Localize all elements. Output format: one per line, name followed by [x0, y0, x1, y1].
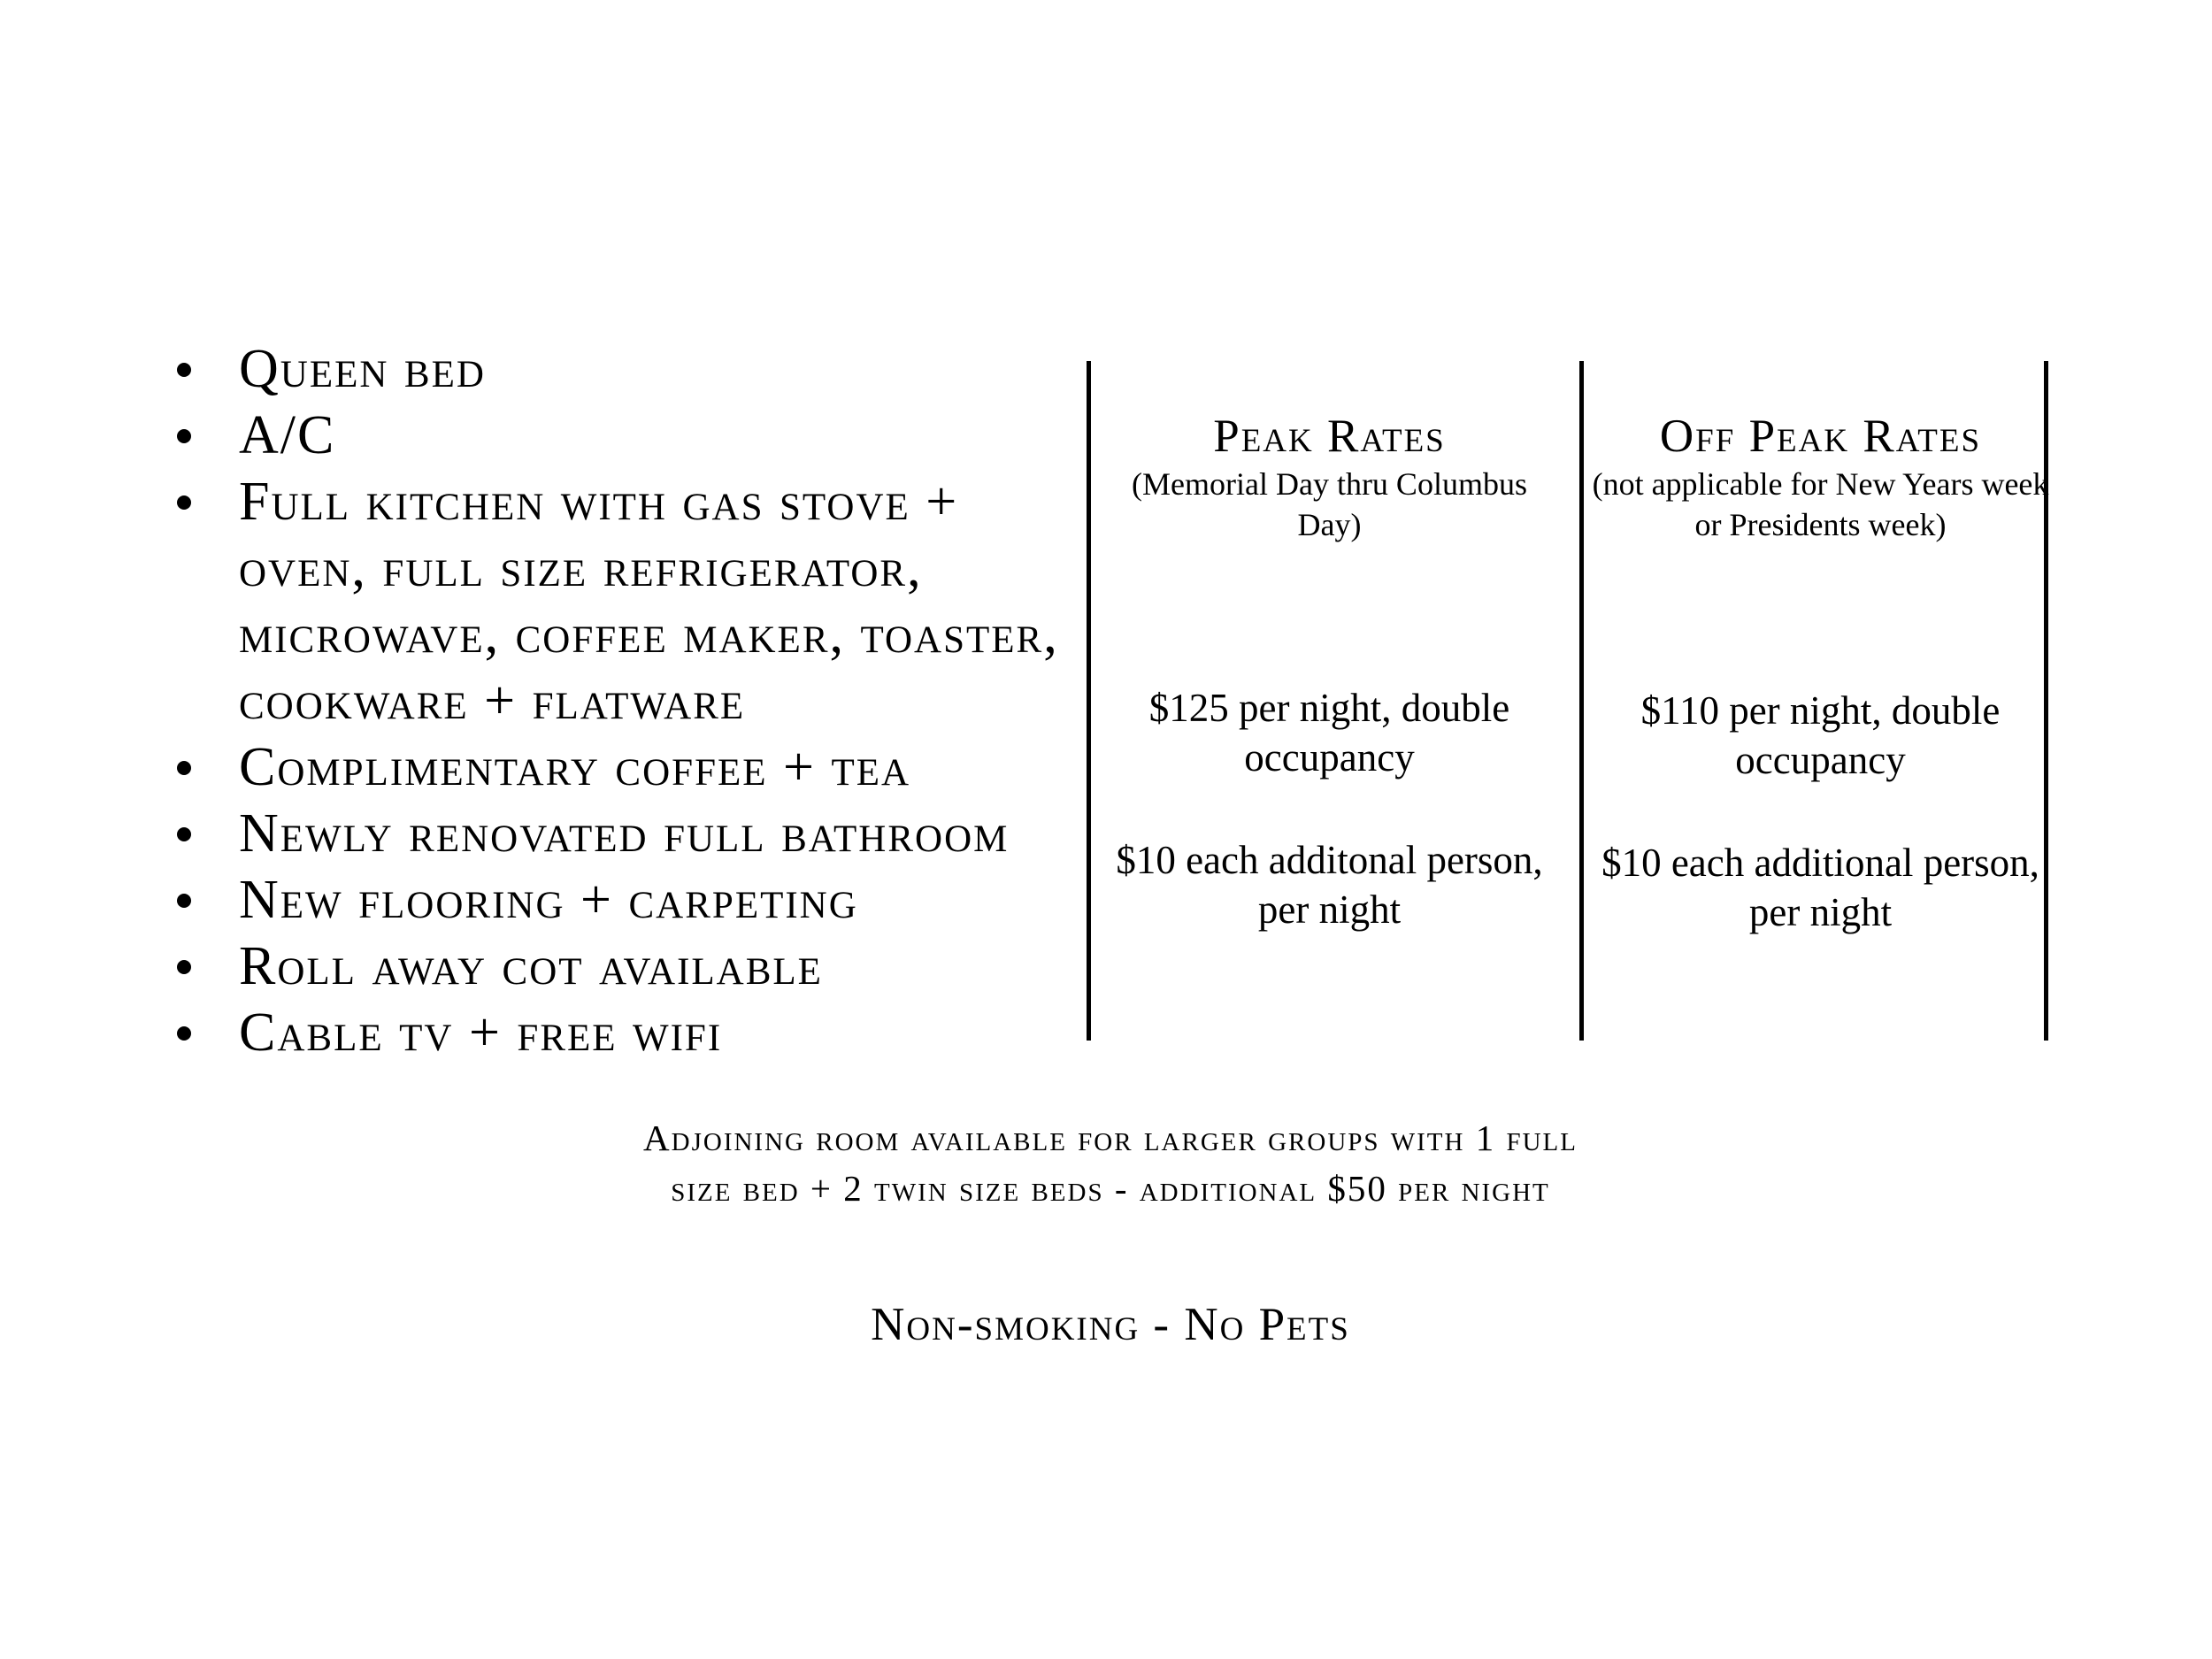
amenity-text: Full kitchen with gas stove + oven, full size refrigerator, microwave, coffee maker, toaster, cookware + flatware	[239, 472, 1059, 731]
peak-rates-subtitle: (Memorial Day thru Columbus Day)	[1132, 466, 1527, 542]
column-divider	[1579, 361, 1584, 1041]
off-peak-rates-title: Off Peak Rates	[1659, 411, 1982, 462]
peak-extra-person-price: $10 each additonal person, per night	[1116, 838, 1543, 932]
amenity-item	[168, 867, 1088, 933]
amenity-item	[168, 801, 1088, 867]
off-peak-rates-subtitle: (not applicable for New Years week or Presidents week)	[1592, 466, 2049, 542]
bullet-icon	[177, 960, 191, 974]
off-peak-rates-column	[1588, 409, 2053, 975]
amenity-item	[168, 734, 1088, 801]
house-policy: Non-smoking - No Pets	[871, 1299, 1350, 1350]
adjoining-room-note: Adjoining room available for larger groups with 1 full size bed + 2 twin size beds - additional $50 per night	[643, 1118, 1578, 1209]
amenity-item	[168, 403, 1088, 469]
amenities-list	[168, 336, 1088, 1066]
amenity-item	[168, 933, 1088, 1000]
amenity-text: Cable tv + free wifi	[239, 1002, 723, 1063]
amenity-text: Queen bed	[239, 339, 486, 399]
bullet-icon	[177, 495, 191, 510]
peak-rates-title: Peak Rates	[1213, 411, 1446, 462]
bullet-icon	[177, 894, 191, 908]
amenity-item	[168, 336, 1088, 403]
bullet-icon	[177, 429, 191, 443]
peak-rates-column	[1097, 409, 1562, 975]
bullet-icon	[177, 827, 191, 841]
amenity-item	[168, 1000, 1088, 1066]
amenity-text: Complimentary coffee + tea	[239, 737, 911, 797]
amenity-text: New flooring + carpeting	[239, 870, 858, 930]
column-divider	[1087, 361, 1091, 1041]
bullet-icon	[177, 761, 191, 775]
amenity-text: Newly renovated full bathroom	[239, 803, 1010, 864]
off-peak-base-price: $110 per night, double occupancy	[1640, 688, 2001, 782]
amenity-item	[168, 469, 1088, 734]
bullet-icon	[177, 363, 191, 377]
amenity-text: A/C	[239, 405, 336, 465]
off-peak-extra-person-price: $10 each additional person, per night	[1601, 841, 2039, 934]
bullet-icon	[177, 1026, 191, 1041]
amenity-text: Roll away cot available	[239, 936, 823, 996]
peak-base-price: $125 per night, double occupancy	[1148, 686, 1510, 780]
